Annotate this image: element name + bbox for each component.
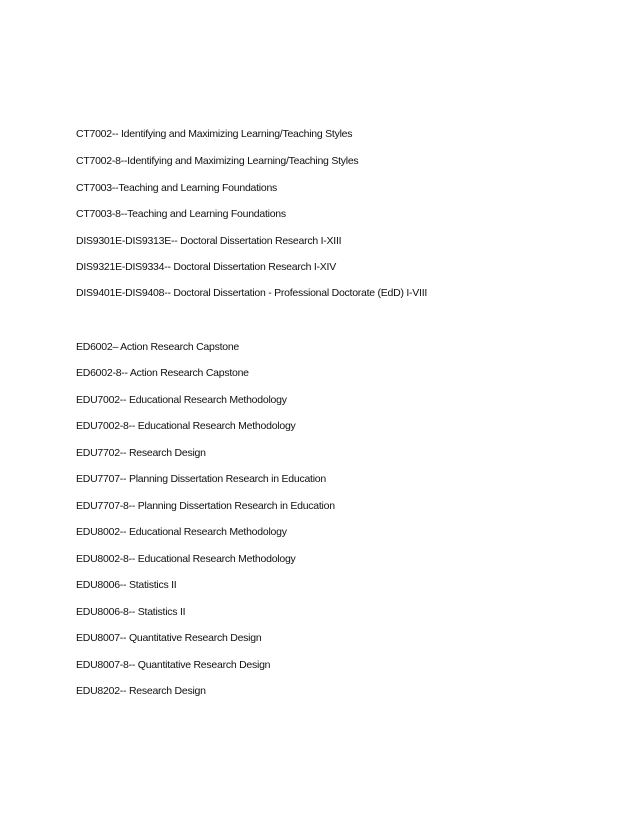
course-line: DIS9401E-DIS9408-- Doctoral Dissertation - Professional Doctorate (EdD) I-VIII — [76, 287, 428, 299]
course-line: DIS9321E-DIS9334-- Doctoral Dissertation Research I-XIV — [76, 261, 336, 273]
course-line: EDU7002-- Educational Research Methodology — [76, 394, 287, 406]
course-line: EDU8007-- Quantitative Research Design — [76, 632, 262, 644]
course-line: ED6002-8-- Action Research Capstone — [76, 367, 249, 379]
course-line: CT7003-8--Teaching and Learning Foundations — [76, 208, 286, 220]
course-line: DIS9301E-DIS9313E-- Doctoral Dissertation Research I-XIII — [76, 235, 342, 247]
course-line: EDU8006-- Statistics II — [76, 579, 177, 591]
course-line: ED6002– Action Research Capstone — [76, 341, 240, 353]
course-line: EDU8007-8-- Quantitative Research Design — [76, 659, 271, 671]
course-line: EDU7707-- Planning Dissertation Research in Education — [76, 473, 326, 485]
course-line: CT7002-- Identifying and Maximizing Learning/Teaching Styles — [76, 128, 353, 140]
course-line: EDU7702-- Research Design — [76, 447, 206, 459]
course-line: CT7002-8--Identifying and Maximizing Learning/Teaching Styles — [76, 155, 359, 167]
course-line: CT7003--Teaching and Learning Foundations — [76, 182, 278, 194]
course-line: EDU8006-8-- Statistics II — [76, 606, 186, 618]
course-line: EDU8002-- Educational Research Methodology — [76, 526, 287, 538]
course-line: EDU8202-- Research Design — [76, 685, 206, 697]
course-line: EDU8002-8-- Educational Research Methodology — [76, 553, 296, 565]
course-line: EDU7707-8-- Planning Dissertation Research in Education — [76, 500, 335, 512]
course-line: EDU7002-8-- Educational Research Methodology — [76, 420, 296, 432]
